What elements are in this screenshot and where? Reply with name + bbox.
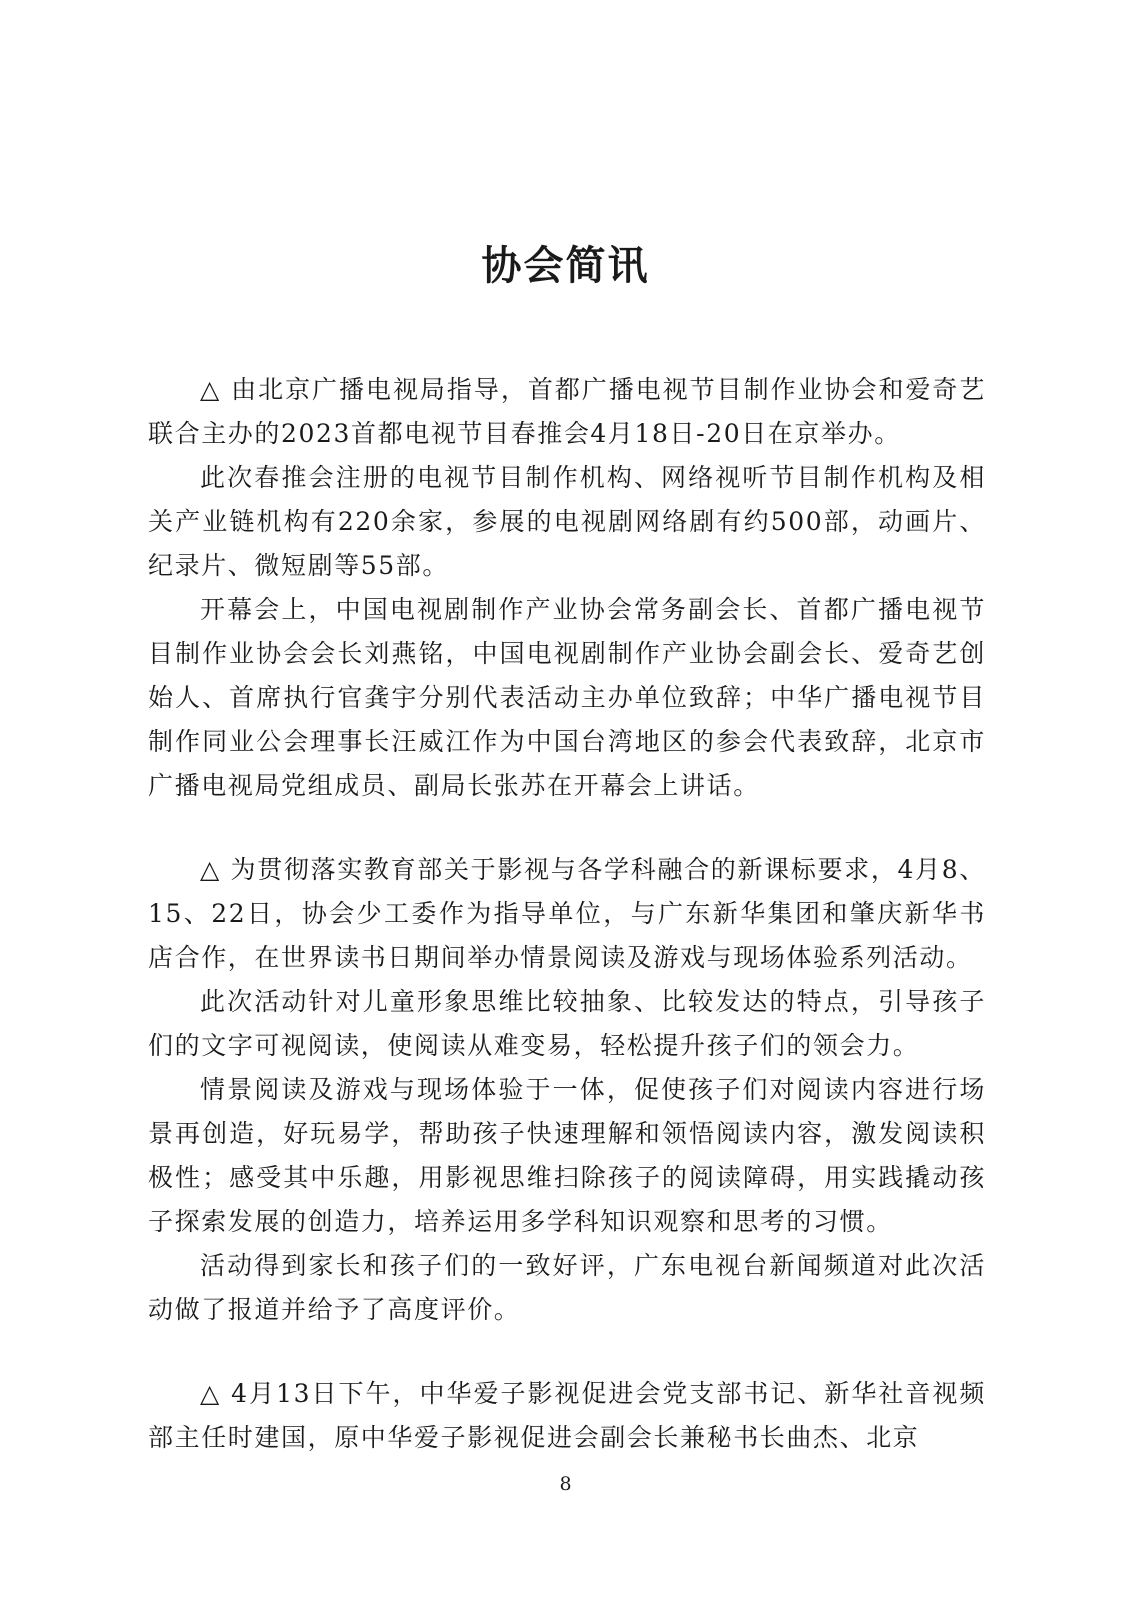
paragraph-7: 活动得到家长和孩子们的一致好评，广东电视台新闻频道对此次活动做了报道并给予了高度评价。 <box>148 1251 986 1324</box>
page-title: 协会简讯 <box>481 243 650 289</box>
paragraph-8: △ 4月13日下午，中华爱子影视促进会党支部书记、新华社音视频部主任时建国，原中华爱子影视促进会副会长兼秘书长曲杰、北京 <box>148 1379 986 1452</box>
article-body <box>148 368 986 1460</box>
page-number: 8 <box>559 1473 572 1495</box>
paragraph-2: 此次春推会注册的电视节目制作机构、网络视听节目制作机构及相关产业链机构有220余家，参展的电视剧网络剧有约500部，动画片、纪录片、微短剧等55部。 <box>148 463 986 580</box>
paragraph-5: 此次活动针对儿童形象思维比较抽象、比较发达的特点，引导孩子们的文字可视阅读，使阅读从难变易，轻松提升孩子们的领会力。 <box>148 987 986 1060</box>
paragraph-4: △ 为贯彻落实教育部关于影视与各学科融合的新课标要求，4月8、15、22日，协会少工委作为指导单位，与广东新华集团和肇庆新华书店合作，在世界读书日期间举办情景阅读及游戏与现场体验系列活动。 <box>148 855 986 972</box>
paragraph-3: 开幕会上，中国电视剧制作产业协会常务副会长、首都广播电视节目制作业协会会长刘燕铭，中国电视剧制作产业协会副会长、爱奇艺创始人、首席执行官龚宇分别代表活动主办单位致辞；中华广播电视节目制作同业公会理事长汪威江作为中国台湾地区的参会代表致辞，北京市广播电视局党组成员、副局长张苏在开幕会上讲话。 <box>148 595 986 800</box>
paragraph-6: 情景阅读及游戏与现场体验于一体，促使孩子们对阅读内容进行场景再创造，好玩易学，帮助孩子快速理解和领悟阅读内容，激发阅读积极性；感受其中乐趣，用影视思维扫除孩子的阅读障碍，用实践撬动孩子探索发展的创造力，培养运用多学科知识观察和思考的习惯。 <box>148 1075 986 1236</box>
section-gap <box>148 1332 986 1372</box>
section-gap <box>148 808 986 848</box>
paragraph-1: △ 由北京广播电视局指导，首都广播电视节目制作业协会和爱奇艺联合主办的2023首都电视节目春推会4月18日-20日在京举办。 <box>148 375 986 448</box>
